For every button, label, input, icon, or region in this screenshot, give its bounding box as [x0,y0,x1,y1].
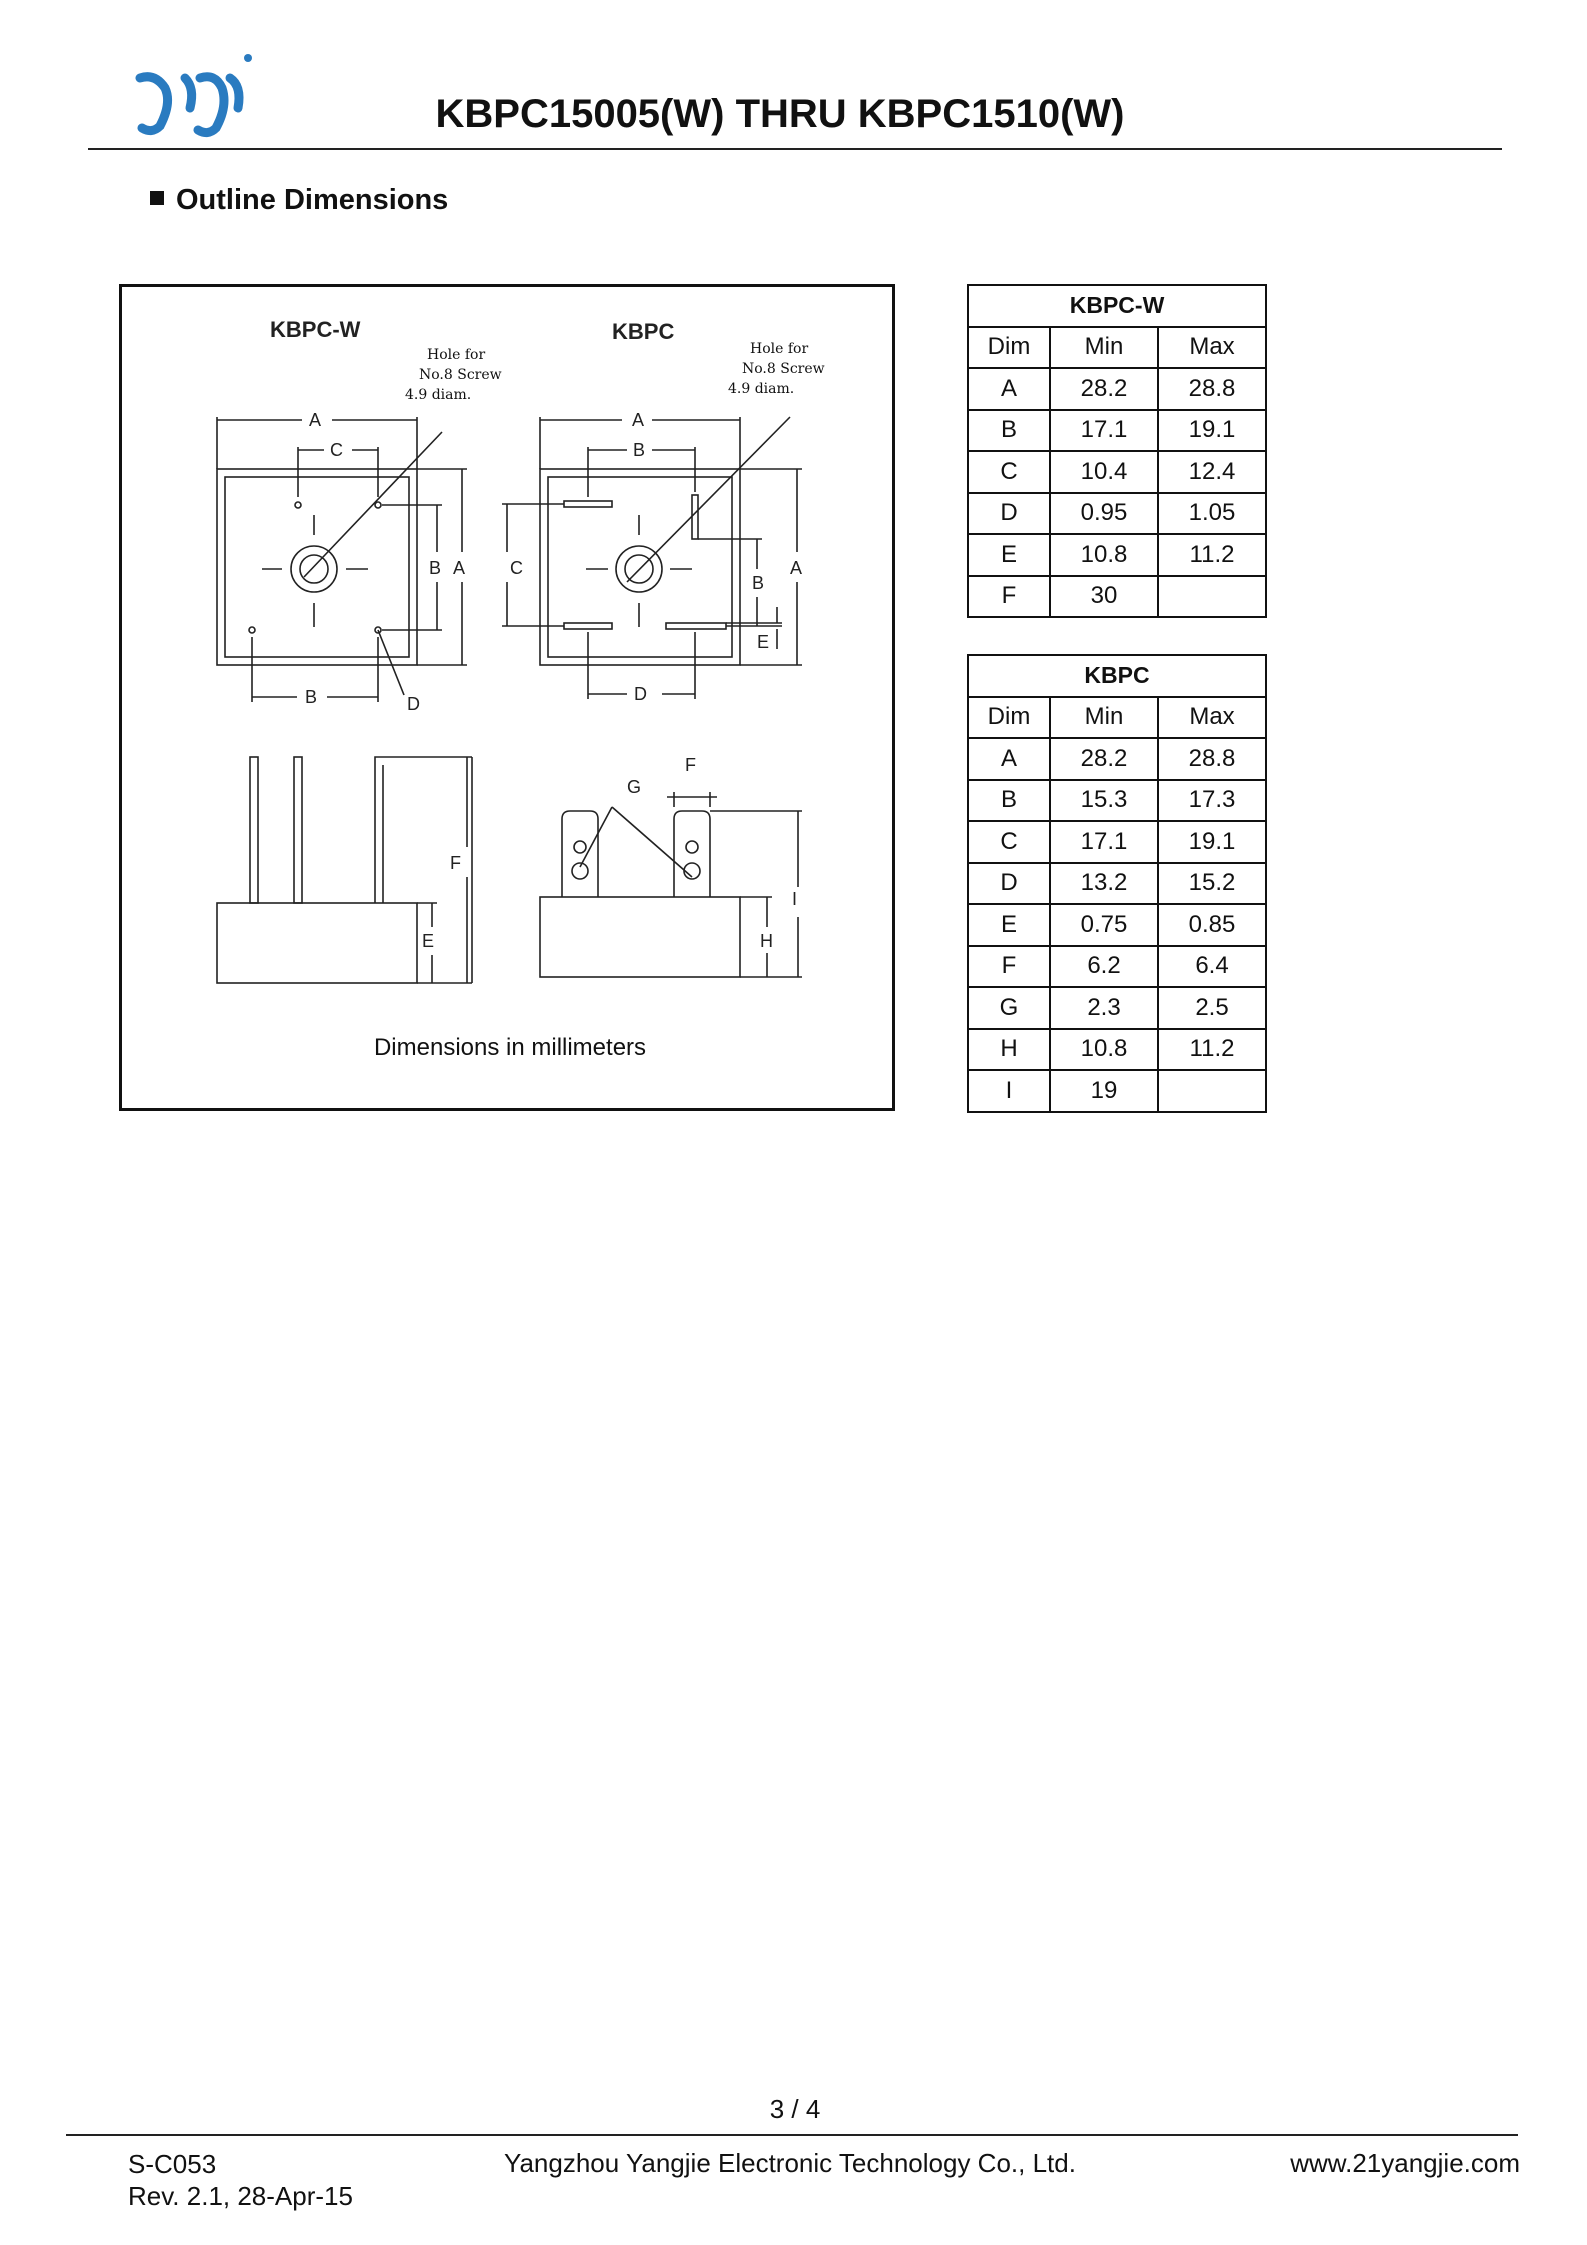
table-row [968,1070,1266,1112]
document-title: KBPC15005(W) THRU KBPC1510(W) [435,92,1125,136]
dim-label-d: D [634,684,647,704]
dim-label-a: A [309,410,322,430]
cell-min: 10.8 [1050,534,1158,576]
hole-note-kbpc-2: No.8 Screw [742,361,825,377]
bullet-square-icon [150,191,164,205]
cell-min: 0.95 [1050,493,1158,535]
cell-min: 15.3 [1050,780,1158,822]
table-row [968,576,1266,618]
cell-dim: D [968,493,1050,535]
col-header-max: Max [1158,327,1266,369]
table-row [968,946,1266,988]
website-link[interactable]: www.21yangjie.com [1290,2148,1520,2178]
cell-min: 10.4 [1050,451,1158,493]
cell-dim: F [968,946,1050,988]
page-number: 3 / 4 [769,2094,821,2124]
dim-label-b: B [305,687,318,707]
table-title: KBPC-W [968,285,1266,327]
cell-min: 10.8 [1050,1029,1158,1071]
cell-dim: B [968,410,1050,452]
cell-dim: G [968,987,1050,1029]
cell-dim: D [968,863,1050,905]
dim-label-e: E [757,632,770,652]
table-row [968,368,1266,410]
cell-dim: H [968,1029,1050,1071]
cell-max [1158,576,1266,618]
table-row [968,534,1266,576]
section-heading [150,184,448,217]
cell-max: 0.85 [1158,904,1266,946]
table-row [968,821,1266,863]
cell-max: 6.4 [1158,946,1266,988]
hole-note-kbpc-1: Hole for [750,341,809,357]
outline-drawing [122,287,898,1114]
dim-label-a: A [453,558,466,578]
cell-min: 17.1 [1050,410,1158,452]
cell-min: 2.3 [1050,987,1158,1029]
cell-max: 19.1 [1158,410,1266,452]
dim-label-g: G [627,777,642,797]
dim-label-f: F [450,853,461,873]
cell-max [1158,1070,1266,1112]
table-row [968,904,1266,946]
cell-dim: I [968,1070,1050,1112]
cell-max: 11.2 [1158,534,1266,576]
label-kbpc-w: KBPC-W [270,317,361,342]
cell-max: 17.3 [1158,780,1266,822]
figure-caption: Dimensions in millimeters [373,1034,647,1061]
dim-label-f: F [685,755,696,775]
cell-min: 0.75 [1050,904,1158,946]
cell-min: 28.2 [1050,368,1158,410]
cell-max: 12.4 [1158,451,1266,493]
dim-label-h: H [760,931,773,951]
hole-note-kbpc-3: 4.9 diam. [728,381,795,397]
dim-label-a: A [790,558,803,578]
table-title: KBPC [968,655,1266,697]
col-header-min: Min [1050,327,1158,369]
cell-dim: B [968,780,1050,822]
section-title: Outline Dimensions [176,184,449,216]
company-name: Yangzhou Yangjie Electronic Technology Co., Ltd. [504,2148,1076,2178]
table-row [968,493,1266,535]
hole-note-w-3: 4.9 diam. [405,387,472,403]
cell-dim: A [968,738,1050,780]
cell-dim: E [968,534,1050,576]
cell-min: 28.2 [1050,738,1158,780]
hole-note-w-1: Hole for [427,347,486,363]
dim-label-i: I [792,889,798,909]
cell-max: 15.2 [1158,863,1266,905]
cell-max: 11.2 [1158,1029,1266,1071]
table-row [968,1029,1266,1071]
cell-min: 6.2 [1050,946,1158,988]
cell-dim: F [968,576,1050,618]
table-row [968,738,1266,780]
dim-label-a: A [632,410,645,430]
outline-drawing-frame [119,284,895,1111]
dim-label-e: E [422,931,435,951]
cell-dim: A [968,368,1050,410]
label-kbpc: KBPC [612,319,675,344]
cell-min: 19 [1050,1070,1158,1112]
dim-label-b: B [752,573,765,593]
doc-code: S-C053 [128,2149,217,2179]
dim-label-b: B [633,440,646,460]
col-header-min: Min [1050,697,1158,739]
cell-max: 1.05 [1158,493,1266,535]
header-rule [88,148,1502,150]
cell-dim: E [968,904,1050,946]
footer-rule [66,2134,1518,2136]
hole-note-w-2: No.8 Screw [419,367,502,383]
dimension-table-kbpc-w [967,284,1267,618]
cell-dim: C [968,821,1050,863]
cell-min: 17.1 [1050,821,1158,863]
cell-min: 30 [1050,576,1158,618]
footer-doc-info [128,2148,353,2212]
table-row [968,410,1266,452]
cell-min: 13.2 [1050,863,1158,905]
company-logo [130,48,260,138]
cell-max: 28.8 [1158,368,1266,410]
col-header-dim: Dim [968,327,1050,369]
cell-max: 19.1 [1158,821,1266,863]
revision: Rev. 2.1, 28-Apr-15 [128,2181,353,2211]
dim-label-c: C [330,440,343,460]
cell-max: 28.8 [1158,738,1266,780]
col-header-dim: Dim [968,697,1050,739]
col-header-max: Max [1158,697,1266,739]
table-row [968,780,1266,822]
table-row [968,451,1266,493]
dim-label-d: D [407,694,420,714]
dim-label-b: B [429,558,442,578]
table-row [968,863,1266,905]
dimension-table-kbpc [967,654,1267,1113]
cell-dim: C [968,451,1050,493]
cell-max: 2.5 [1158,987,1266,1029]
dim-label-c: C [510,558,523,578]
table-row [968,987,1266,1029]
